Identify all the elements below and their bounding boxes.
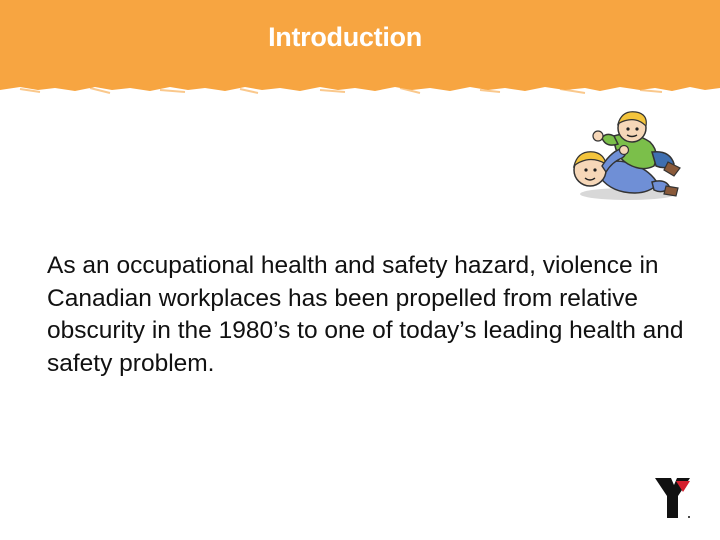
ymca-logo [654, 476, 694, 520]
wrestling-kids-illustration [566, 108, 686, 204]
title-banner [0, 0, 720, 96]
slide-title: Introduction [268, 22, 422, 52]
body-paragraph: As an occupational health and safety hazard, violence in Canadian workplaces has been propelled from relative obscurity in the 1980’s to one of today’s leading health and safety problem. [47, 252, 684, 377]
